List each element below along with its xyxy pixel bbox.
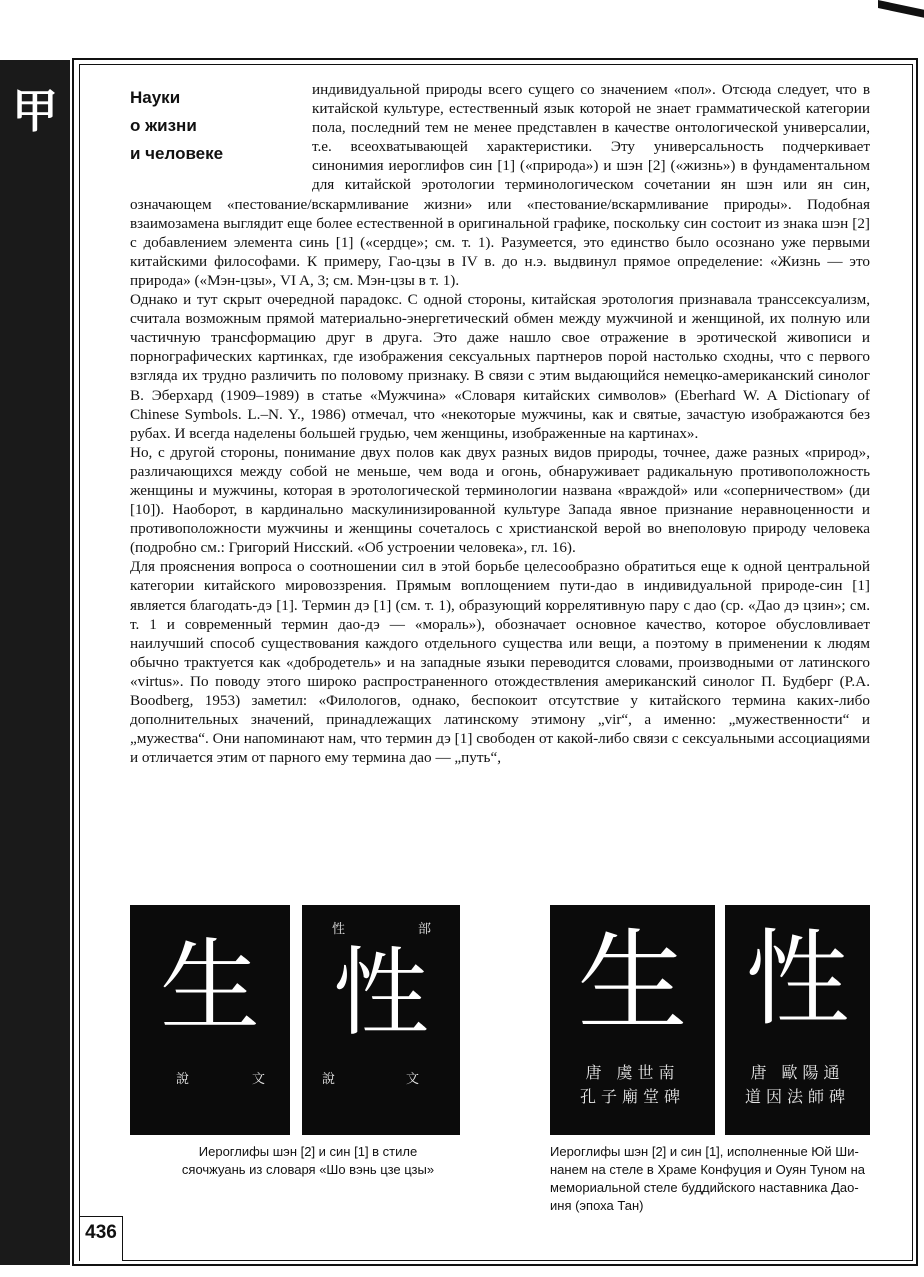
seal-glyph-sin: 性: [333, 937, 429, 1049]
section-heading-line: о жизни: [130, 116, 197, 135]
stele-inscription-line: 道因法師碑: [744, 1087, 850, 1106]
seal-top-mark-right: 部: [418, 922, 432, 937]
seal-script-panel-sheng: [130, 905, 290, 1135]
heading-spacer: [130, 80, 312, 194]
stele-glyph-sheng: 生: [577, 918, 688, 1046]
paragraph: Для прояснения вопроса о соотношении сил в этой борьбе целесообразно обратиться еще к одной центральной категории китайского мировоззрения. Прямым воплощением пути-дао в индивидуальной природе-син [1] является благодать-дэ [1]. Термин дэ [1] (см. т. 1), образующий коррелятивную пару с дао (ср. «Дао дэ цзин»; см. т. 1 и современный термин дао-дэ — «мораль»), обозначает основное качество, которое обусловливает наилучший способ существования каждого отдельного существа или вещи, а поэтому в применении к людям обычно трактуется как «добродетель» и на западные языки переводится словами, производными от латинского «virtus». По поводу этого широко распространенного отождествления американский синолог П. Будберг (P.A. Boodberg, 1953) заметил: «Филологов, однако, беспокоит отсутствие у китайского термина каких-либо дополнительных значений, принадлежащих латинскому этимону „vir“, а именно: „мужественности“ и „мужества“. Они напоминают нам, что термин дэ [1] свободен от какой-либо связи с сексуальными ассоциациями и отличается этим от парного ему термина дао — „путь“,: [130, 558, 870, 767]
section-heading-line: и человеке: [130, 144, 224, 163]
stele-inscription-line: 孔子廟堂碑: [579, 1087, 685, 1106]
left-margin-strip: [0, 60, 70, 1265]
stele-glyph-sin: 性: [745, 918, 850, 1040]
seal-mark-left: 說: [322, 1072, 336, 1087]
seal-mark-right: 文: [252, 1072, 266, 1087]
stele-inscription-line: 唐 歐陽通: [750, 1063, 845, 1082]
corner-mark: [878, 0, 924, 18]
article-body: [130, 80, 870, 767]
figure-caption: Иероглифы шэн [2] и син [1] в стиле сяочжуань из словаря «Шо вэнь цзе цзы»: [181, 1144, 435, 1177]
page-number: 436: [80, 1216, 123, 1261]
seal-mark-left: 說: [176, 1072, 190, 1087]
stele-panel-sin: [725, 905, 870, 1135]
section-heading-line: Науки: [130, 88, 181, 107]
seal-script-panel-sin: [302, 905, 460, 1135]
seal-glyph-sheng: 生: [160, 928, 260, 1045]
paragraph: индивидуальной природы всего сущего со значением «пол». Отсюда следует, что в китайской культуре, естественный язык которой не знает грамматической категории пола, последний тем не менее представлен в качестве онтологической универсалии, т.е. всеохватывающей характеристики. Эту универсальность подчеркивает синонимия иероглифов син [1] («природа») и шэн [2] («жизнь») в фундаментальном для китайской эротологии терминологическом сочетании ян шэн или ян син, означающем «пестование/вскармливание жизни» или «пестование/вскармливание природы». Подобная взаимозамена выглядит еще более естественной в оригинальной графике, поскольку син состоит из знака шэн [2] с добавлением элемента синь [1] («сердце»; см. т. 1). Разумеется, это единство было осознано уже первыми китайскими философами. К примеру, Гао-цзы в IV в. до н.э. выдвинул прямое определение: «Жизнь — это природа» («Мэн-цзы», VI A, 3; см. Мэн-цзы в т. 1).: [130, 81, 870, 289]
seal-mark-right: 文: [406, 1072, 420, 1087]
paragraph: Однако и тут скрыт очередной парадокс. С одной стороны, китайская эротология признавала транссексуализм, считала возможным прямой материально-энергетический обмен между мужчиной и женщиной, их полную или частичную трансформацию друг в друга. Это даже нашло свое отражение в эротической живописи и порнографических картинках, где изображения сексуальных партнеров порой настолько сходны, что с первого взгляда их трудно различить по половому признаку. В связи с этим выдающийся немецко-американский синолог В. Эберхард (1909–1989) в статье «Мужчина» «Словаря китайских символов» (Eberhard W. A Dictionary of Chinese Symbols. L.–N. Y., 1986) отмечал, что «некоторые мужчины, как и святые, зачастую изображаются без рубах. И всегда наделены большей грудью, чем женщины, изображенные на картинах».: [130, 291, 870, 442]
seal-top-mark-left: 性: [332, 922, 346, 937]
stele-panel-sheng: [550, 905, 715, 1135]
paragraph: Но, с другой стороны, понимание двух полов как двух разных видов природы, точнее, даже разных «природ», различающихся между собой не меньше, чем вода и огонь, обнаруживает радикальную противоположность женщины и мужчины, которая в эротологической терминологии названа «враждой» или «соперничеством» (ди [10]). Наоборот, в кардинально маскулинизированной культуре Запада явное признание неравноценности и противоположности мужчины и женщины сочеталось с христианской верой во внеполовую природу человека (подробно см.: Григорий Нисский. «Об устроении человека», гл. 16).: [130, 443, 870, 557]
figure-caption: Иероглифы шэн [2] и син [1], исполненные Юй Ши-нанем на стеле в Храме Конфуция и Оуян Туном на мемориальной стеле буддийского наставника Дао-иня (эпоха Тан): [550, 1144, 865, 1213]
stele-inscription-line: 唐 虞世南: [585, 1063, 680, 1082]
side-marker-glyph: 甲: [12, 84, 58, 138]
